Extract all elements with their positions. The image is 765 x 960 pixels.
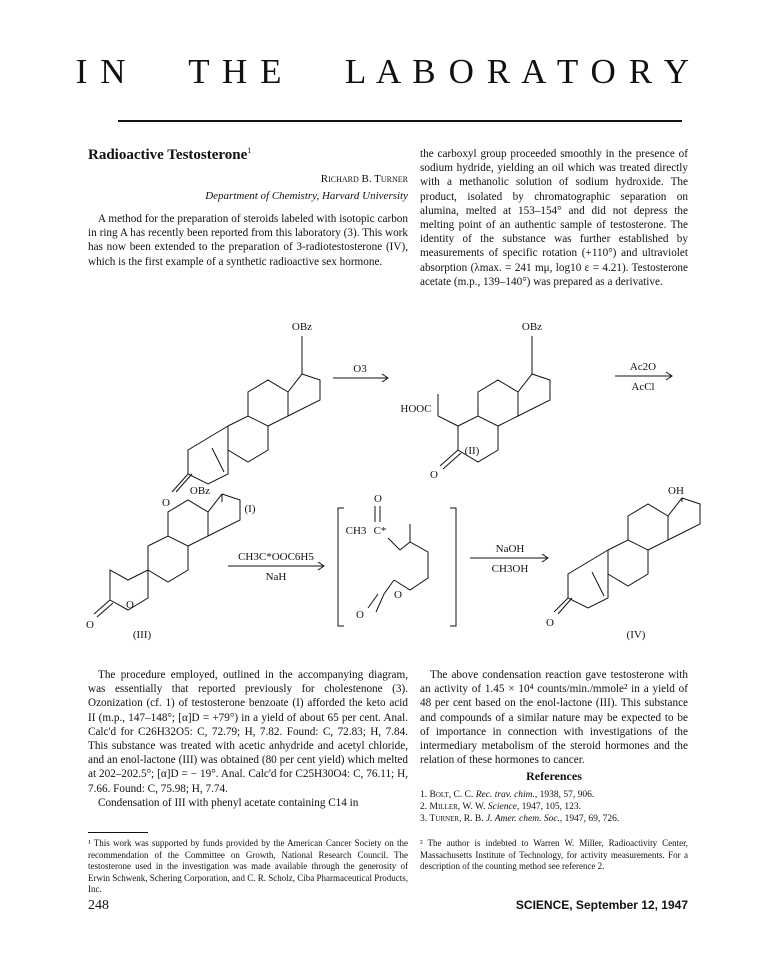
title-footnote-marker: 1 — [247, 146, 252, 155]
left-column-body — [88, 668, 408, 810]
reagent-acci: AcCl — [631, 381, 655, 393]
reference-journal: J. Amer. chem. Soc., — [485, 814, 563, 824]
reference-author: Miller, W. W. — [429, 802, 486, 812]
intermediate-c-star: C* — [373, 525, 387, 537]
reference-number: 1. — [420, 790, 428, 800]
procedure-paragraph: The procedure employed, outlined in the accompanying diagram, was essentially that reported previously for cholestenone (3). Ozonization (cf. 1) of testosterone benzoate (I) afforded the keto acid II (m.p., 147–148°; [α]D = +79°) in a yield of about 65 per cent. Anal. Calc'd for C26H32O5: C, 72.79; H, 7.82. Found: C, 72.83; H, 7.84. This substance was treated with acetic anhydride and acetyl chloride, and an enol-lactone (III) was obtained (80 per cent yield) which melted at 202–202.5°; [α]D = − 19°. Anal. Calc'd for C25H30O4: C, 76.11; H, 7.66. Found: C, 75.98; H, 7.74. — [88, 669, 408, 795]
author-name: Richard B. Turner — [320, 173, 408, 185]
intermediate-carbonyl-oxygen: O — [374, 493, 382, 505]
reaction-scheme-diagram — [88, 296, 688, 648]
compound-IV-structure — [546, 485, 700, 641]
compound-I-oxygen: O — [162, 497, 170, 509]
intermediate-oxygen-ring: O — [394, 589, 402, 601]
intermediate-structure — [338, 493, 456, 626]
reference-item — [420, 801, 688, 813]
references-heading: References — [526, 769, 582, 783]
right-column-top — [420, 147, 688, 289]
compound-II-structure — [400, 321, 550, 481]
footnote-2: ² The author is indebted to Warren W. Miller, Radioactivity Center, Massachusetts Institute of Technology, for activity measurements. For a description of the counting method see reference 2. — [420, 838, 688, 871]
reference-number: 3. — [420, 814, 428, 824]
reference-author: Turner, R. B. — [429, 814, 484, 824]
page-number: 248 — [88, 898, 109, 913]
reference-item — [420, 813, 688, 825]
compound-III-oxygen-carbonyl: O — [86, 619, 94, 631]
reagent-ch3oh: CH3OH — [491, 563, 529, 575]
compound-II-hooc: HOOC — [400, 403, 432, 415]
reagent-ch3c-ooc6h5: CH3C*OOC6H5 — [238, 551, 314, 563]
compound-IV-label: (IV) — [626, 629, 646, 641]
compound-IV-oxygen: O — [546, 617, 554, 629]
reference-journal: Science, — [487, 802, 520, 812]
intermediate-oxygen-carbonyl: O — [356, 609, 364, 621]
article-title — [88, 146, 251, 164]
references-list — [420, 789, 688, 825]
footnote-1: ¹ This work was supported by funds provided by the American Cancer Society on the recommendation of the Committee on Growth, National Research Council. The testosterone used in the investigation was made available through the generosity of Erwin Schwenk, Schering Corporation, and C. R. Scholz, Ciba Pharmaceutical Products, Inc. — [88, 838, 408, 894]
compound-IV-oh: OH — [668, 485, 684, 497]
intro-paragraph — [88, 212, 408, 269]
reference-item — [420, 789, 688, 801]
compound-I-structure — [162, 321, 320, 515]
reagent-o3: O3 — [353, 363, 367, 375]
reagent-nah: NaH — [265, 571, 287, 583]
condensation-paragraph-start: Condensation of III with phenyl acetate containing C14 in — [98, 796, 359, 809]
reagent-naoh: NaOH — [495, 543, 525, 555]
reference-details: 1938, 57, 906. — [539, 790, 595, 800]
right-column-body — [420, 668, 688, 767]
section-banner: I N T H E L A B O R A T O R Y — [75, 52, 690, 91]
reagent-ac2o: Ac2O — [629, 361, 657, 373]
right-column-top-text: the carboxyl group proceeded smoothly in the presence of sodium hydride, yielding an oil which was treated directly with a methanolic solution of sodium hydroxide. The product, isolated by chromatographic separation on alumina, melted at 153–154° and did not depress the melting point of an authentic sample of testosterone. The identity of the substance was further established by measurements of specific rotation (+110°) and ultraviolet absorption (λmax. = 241 mμ, log10 ε = 4.21). Testosterone acetate (m.p., 139–140°) was prepared as a derivative. — [420, 148, 688, 288]
compound-III-oxygen-ring: O — [126, 599, 134, 611]
reference-journal: Rec. trav. chim., — [475, 790, 538, 800]
reference-author: Bolt, C. C. — [429, 790, 474, 800]
compound-I-obz: OBz — [291, 321, 313, 333]
article-title-text: Radioactive Testosterone — [88, 147, 248, 163]
compound-II-oxygen: O — [430, 469, 438, 481]
intro-text: A method for the preparation of steroids labeled with isotopic carbon in ring A has recently been reported from this laboratory (3). This work has now been extended to the preparation of 3-radiotestosterone (IV), which is the first example of a synthetic radioactive sex hormone. — [88, 213, 408, 268]
compound-II-label: (II) — [464, 445, 480, 457]
compound-II-obz: OBz — [521, 321, 543, 333]
intermediate-ch3: CH3 — [345, 525, 367, 537]
reference-details: 1947, 105, 123. — [521, 802, 582, 812]
reference-number: 2. — [420, 802, 428, 812]
author-affiliation: Department of Chemistry, Harvard University — [205, 190, 408, 202]
banner-rule — [118, 120, 682, 122]
reference-details: 1947, 69, 726. — [564, 814, 620, 824]
footnote-rule — [88, 832, 148, 833]
compound-III-obz: OBz — [189, 485, 211, 497]
journal-issue-line: SCIENCE, September 12, 1947 — [515, 898, 688, 912]
compound-III-label: (III) — [132, 629, 152, 641]
compound-I-label: (I) — [244, 503, 256, 515]
results-paragraph: The above condensation reaction gave testosterone with an activity of 1.45 × 10⁴ counts/min./mmole² in a yield of 48 per cent based on the enol-lactone (III). This substance and compounds of a similar nature may be expected to be of importance in connection with investigations of the intermediary metabolism of the steroid hormones and the relation of these hormones to cancer. — [420, 669, 688, 767]
